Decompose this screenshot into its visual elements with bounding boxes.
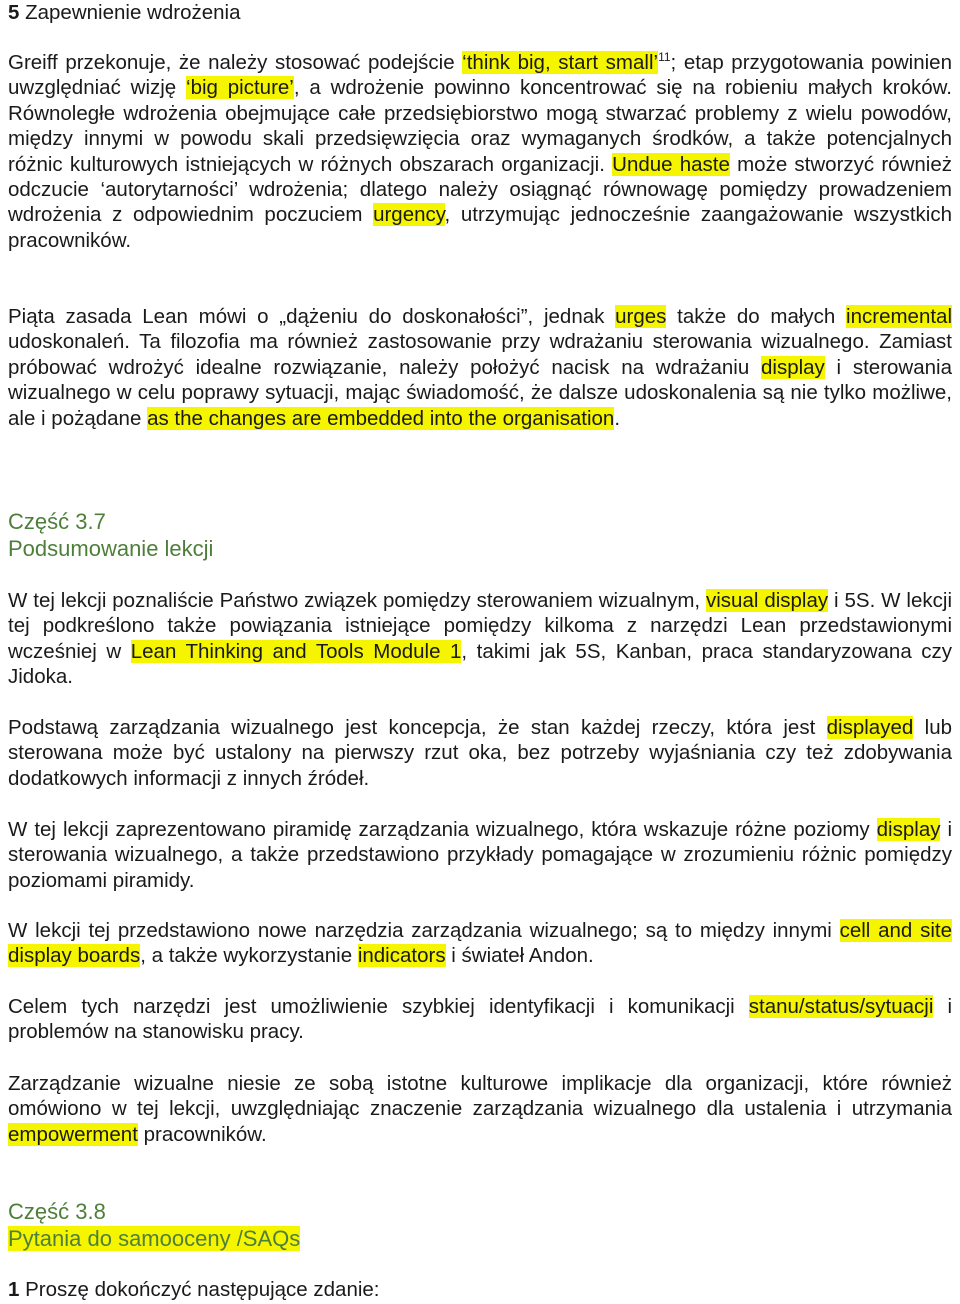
- text-run: Podstawą zarządzania wizualnego jest koncepcja, że stan każdej rzeczy, która jest: [8, 716, 827, 739]
- section-number: 5: [8, 1, 20, 24]
- question-number: 1: [8, 1278, 20, 1301]
- text-run: .: [614, 406, 621, 430]
- text-run: lub sterowana może być ustalony na pierwszy rzut oka, bez potrzeby wyjaśniania czy też zdobywania dodatkowych informacji z innych źródeł.: [8, 716, 952, 790]
- text-run: , a wdrożenie powinno koncentrować się na robieniu małych kroków. Równoległe wdrożenia obejmujące całe przedsiębiorstwo mogą stwarzać problemy z wielu powodów, między innymi w powodu skali przedsięwzięcia oraz wymaganych środków, a także potencjalnych różnic kulturowych istniejących w różnych obszarach organizacji.: [8, 76, 952, 176]
- highlighted-phrase: incremental: [846, 305, 952, 328]
- highlighted-phrase: as the changes are embedded into the organisation: [147, 406, 615, 430]
- section-title: Zapewnienie wdrożenia: [25, 1, 241, 24]
- paragraph-goal: [8, 994, 952, 1045]
- paragraph-basis: [8, 715, 952, 791]
- text-run: pracowników.: [137, 1122, 267, 1146]
- part-subtitle-3-8: [8, 1225, 952, 1252]
- question-text: Proszę dokończyć następujące zdanie:: [19, 1278, 380, 1301]
- section-heading: [8, 0, 952, 25]
- text-run: i sterowania wizualnego w celu poprawy sytuacji, mając świadomość, że dalsze udoskonalenia są nie tylko możliwe, ale i pożądane: [8, 355, 952, 430]
- highlighted-phrase: display: [760, 355, 825, 379]
- text-run: Piąta zasada Lean mówi o „dążeniu do doskonałości”, jednak: [8, 305, 616, 328]
- highlighted-phrase: visual display: [706, 589, 829, 612]
- highlighted-subtitle: Pytania do samooceny /SAQs: [8, 1226, 301, 1251]
- highlighted-phrase: empowerment: [8, 1122, 138, 1146]
- highlighted-phrase: urgency: [373, 203, 445, 227]
- text-run: W tej lekcji zaprezentowano piramidę zarządzania wizualnego, która wskazuje różne poziomy: [8, 818, 877, 841]
- paragraph-summary: [8, 588, 952, 690]
- highlighted-phrase: Lean Thinking and Tools Module 1: [130, 639, 462, 663]
- text-run: , a także wykorzystanie: [140, 944, 358, 968]
- text-run: , takimi jak 5S, Kanban, praca standaryzowana czy Jidoka.: [8, 639, 953, 689]
- part-heading-3-8: Część 3.8: [8, 1199, 106, 1224]
- text-run: Greiff przekonuje, że należy stosować podejście: [8, 51, 463, 74]
- highlighted-phrase: urges: [615, 305, 667, 328]
- text-run: W tej lekcji poznaliście Państwo związek pomiędzy sterowaniem wizualnym,: [8, 589, 706, 612]
- text-run: Zarządzanie wizualne niesie ze sobą istotne kulturowe implikacje dla organizacji, które również omówiono w tej lekcji, uwzględniając znaczenie zarządzania wizualnego dla ustalenia i utrzymania: [8, 1072, 952, 1121]
- highlighted-phrase: displayed: [826, 716, 914, 739]
- highlighted-phrase: stanu/status/sytuacji: [748, 995, 934, 1018]
- highlighted-phrase: indicators: [357, 944, 446, 968]
- highlighted-phrase: cell and site display boards: [8, 919, 952, 968]
- paragraph-tools: [8, 918, 952, 969]
- text-run: także do małych: [666, 305, 847, 328]
- highlighted-phrase: ‘think big, start small’: [462, 51, 659, 74]
- text-run: , utrzymując jednocześnie zaangażowanie wszystkich pracowników.: [8, 203, 952, 252]
- text-run: może stworzyć również odczucie ‘autorytarności’ wdrożenia; dlatego należy osiągnąć równowagę pomiędzy prowadzeniem wdrożenia z odpowiednim poczuciem: [8, 152, 952, 227]
- text-run: i świateł Andon.: [445, 944, 594, 968]
- text-run: i sterowania wizualnego, a także przedstawiono przykłady pomagające w zrozumieniu różnic pomiędzy poziomami piramidy.: [8, 818, 952, 892]
- paragraph-implementation: [8, 50, 952, 253]
- text-run: i problemów na stanowisku pracy.: [8, 995, 953, 1044]
- highlighted-phrase: Undue haste: [612, 152, 730, 176]
- paragraph-lean-principle: [8, 304, 952, 431]
- text-run: i 5S. W lekcji tej podkreślono także powiązania istniejące pomiędzy kilkoma z narzędzi Lean przedstawionymi wcześniej w: [8, 589, 952, 663]
- paragraph-pyramid: [8, 817, 952, 893]
- question-1: [8, 1277, 952, 1302]
- paragraph-culture: [8, 1071, 952, 1147]
- text-run: udoskonaleń. Ta filozofia ma również zastosowanie przy wdrażaniu sterowania wizualnego. Zamiast próbować wdrożyć idealne rozwiązanie, należy położyć nacisk na wdrażaniu: [8, 330, 952, 379]
- footnote-marker: 11: [658, 50, 671, 64]
- part-subtitle-3-7: Podsumowanie lekcji: [8, 536, 214, 561]
- highlighted-phrase: ‘big picture’: [186, 76, 294, 100]
- text-run: W lekcji tej przedstawiono nowe narzędzia zarządzania wizualnego; są to między innymi: [8, 919, 840, 942]
- highlighted-phrase: display: [876, 818, 941, 841]
- text-run: ; etap przygotowania powinien uwzględniać wizję: [8, 51, 952, 100]
- part-heading-3-7: Część 3.7: [8, 509, 106, 534]
- text-run: Celem tych narzędzi jest umożliwienie szybkiej identyfikacji i komunikacji: [8, 995, 749, 1018]
